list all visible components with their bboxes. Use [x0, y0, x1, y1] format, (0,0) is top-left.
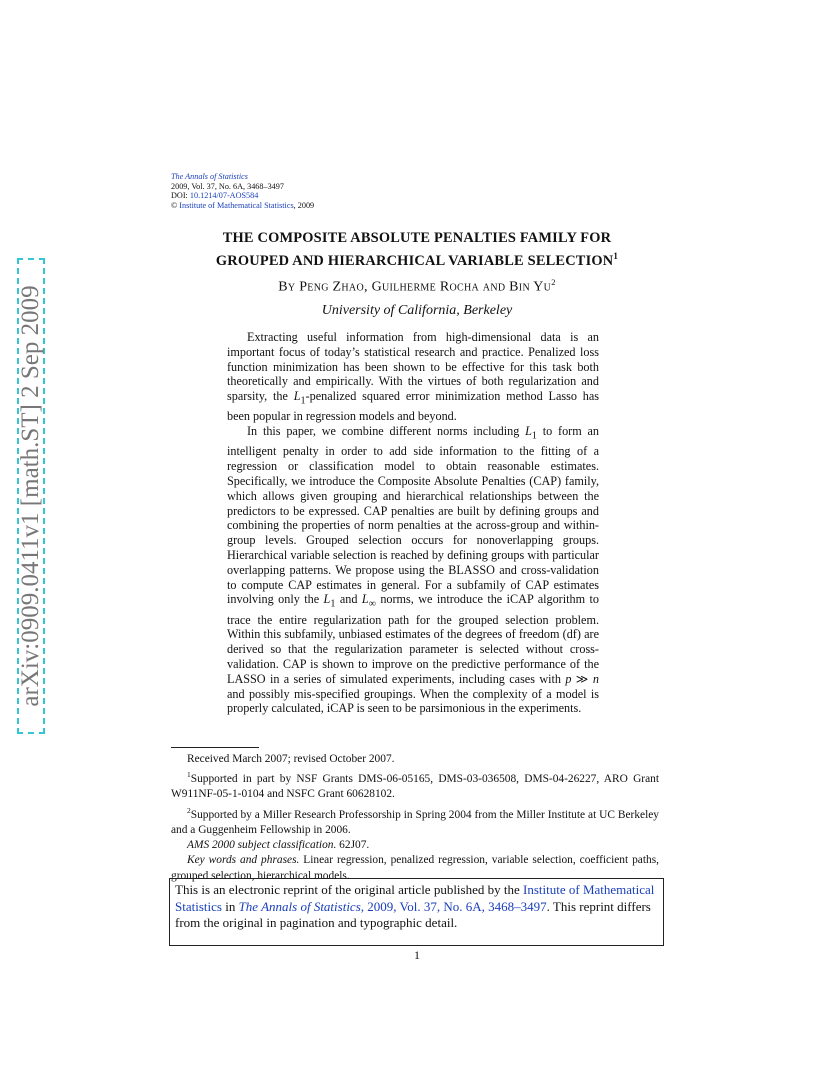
journal-header — [171, 172, 314, 210]
arxiv-id: arXiv:0909.0411v1 [math.ST] 2 Sep 2009 — [17, 285, 44, 707]
ams-classification: AMS 2000 subject classification. 62J07. — [187, 839, 370, 852]
footnote-2: $^2$Supported by a Miller Research Professorship in Spring 2004 from the Miller Institute at UC Berkeley and a Guggenheim Fellowship in 2006. — [171, 805, 659, 836]
affiliation: University of California, Berkeley — [321, 303, 513, 318]
reprint-institute-link[interactable]: Institute of Mathematical Statistics — [175, 882, 655, 914]
reprint-volume-link[interactable]: 2009, Vol. 37, No. 6A, 3468–3497 — [367, 898, 547, 914]
author-list: By Peng Zhao, Guilherme Rocha and Bin Yu — [278, 279, 552, 295]
paper-title — [171, 229, 663, 270]
reprint-text-2: in — [221, 898, 239, 914]
abstract-paragraph-1: Extracting useful information from high-dimensional data is an important focus of today’s statistical research and practice. Penalized loss function minimization has been shown to be effective for this task both theoretically and empirically. With the virtues of both regularization and sparsity, the $L_1$-penalized squared error minimization method Lasso has been popular in regression models and beyond. — [227, 330, 599, 424]
page-number: 1 — [414, 948, 420, 962]
authors — [171, 277, 663, 296]
copyright-line — [171, 201, 314, 211]
doi-link[interactable]: 10.1214/07-AOS584 — [189, 191, 259, 201]
journal-link[interactable]: The Annals of Statistics — [171, 172, 248, 181]
author-footnote-mark[interactable]: 2 — [551, 277, 556, 287]
title-line-2: GROUPED AND HIERARCHICAL VARIABLE SELECTION — [215, 252, 614, 269]
volume-line: 2009, Vol. 37, No. 6A, 3468–3497 — [171, 181, 284, 191]
reprint-text-3: , — [360, 898, 365, 914]
footnote-1: $^1$Supported in part by NSF Grants DMS-06-05165, DMS-03-036508, DMS-04-26227, ARO Grant W911NF-05-1-0104 and NSFC Grant 60628102. — [171, 770, 659, 801]
doi-line — [171, 191, 314, 201]
keywords: Key words and phrases. Linear regression, penalized regression, variable selection, coefficient paths, grouped selection, hierarchical models. — [171, 854, 660, 882]
abstract — [227, 330, 599, 716]
arxiv-stamp — [17, 258, 45, 734]
year-suffix: , 2009 — [293, 200, 315, 210]
footnote-rule — [171, 747, 259, 748]
title-line-1: THE COMPOSITE ABSOLUTE PENALTIES FAMILY FOR — [222, 230, 612, 246]
footnotes — [171, 752, 659, 884]
doi-label: DOI: — [171, 191, 190, 201]
copyright-icon: © — [171, 200, 178, 210]
received-dates: Received March 2007; revised October 2007. — [187, 753, 395, 765]
institute-link[interactable]: Institute of Mathematical Statistics — [179, 200, 294, 210]
reprint-text-4: . This reprint differs from the original in pagination and typographic detail. — [175, 898, 651, 930]
reprint-journal-link[interactable]: The Annals of Statistics — [238, 898, 361, 914]
reprint-notice-box — [169, 878, 664, 946]
reprint-text-1: This is an electronic reprint of the original article published by the — [175, 882, 520, 897]
abstract-paragraph-2: In this paper, we combine different norms including $L_1$ to form an intelligent penalty in order to add side information to the fitting of a regression or classification model to obtain reasonable estimates. Specifically, we introduce the Composite Absolute Penalties (CAP) family, which allows given grouping and hierarchical relationships between the predictors to be expressed. CAP penalties are built by defining groups and combining the properties of norm penalties at the across-group and within-group levels. Grouped selection occurs for nonoverlapping groups. Hierarchical variable selection is reached by defining groups with particular overlapping patterns. We propose using the BLASSO and cross-validation to compute CAP estimates in general. For a subfamily of CAP estimates involving only the $L_1$ and $L_\infty$ norms, we introduce the iCAP algorithm to trace the entire regularization path for the grouped selection problem. Within this subfamily, unbiased estimates of the degrees of freedom (df) are derived so that the regularization parameter is selected without cross-validation. CAP is shown to improve on the predictive performance of the LASSO in a series of simulated experiments, including cases with p ≫ n and possibly mis-specified groupings. When the complexity of a model is properly calculated, iCAP is seen to be parsimonious in the experiments. — [227, 424, 599, 716]
title-footnote-mark[interactable]: 1 — [613, 251, 619, 261]
